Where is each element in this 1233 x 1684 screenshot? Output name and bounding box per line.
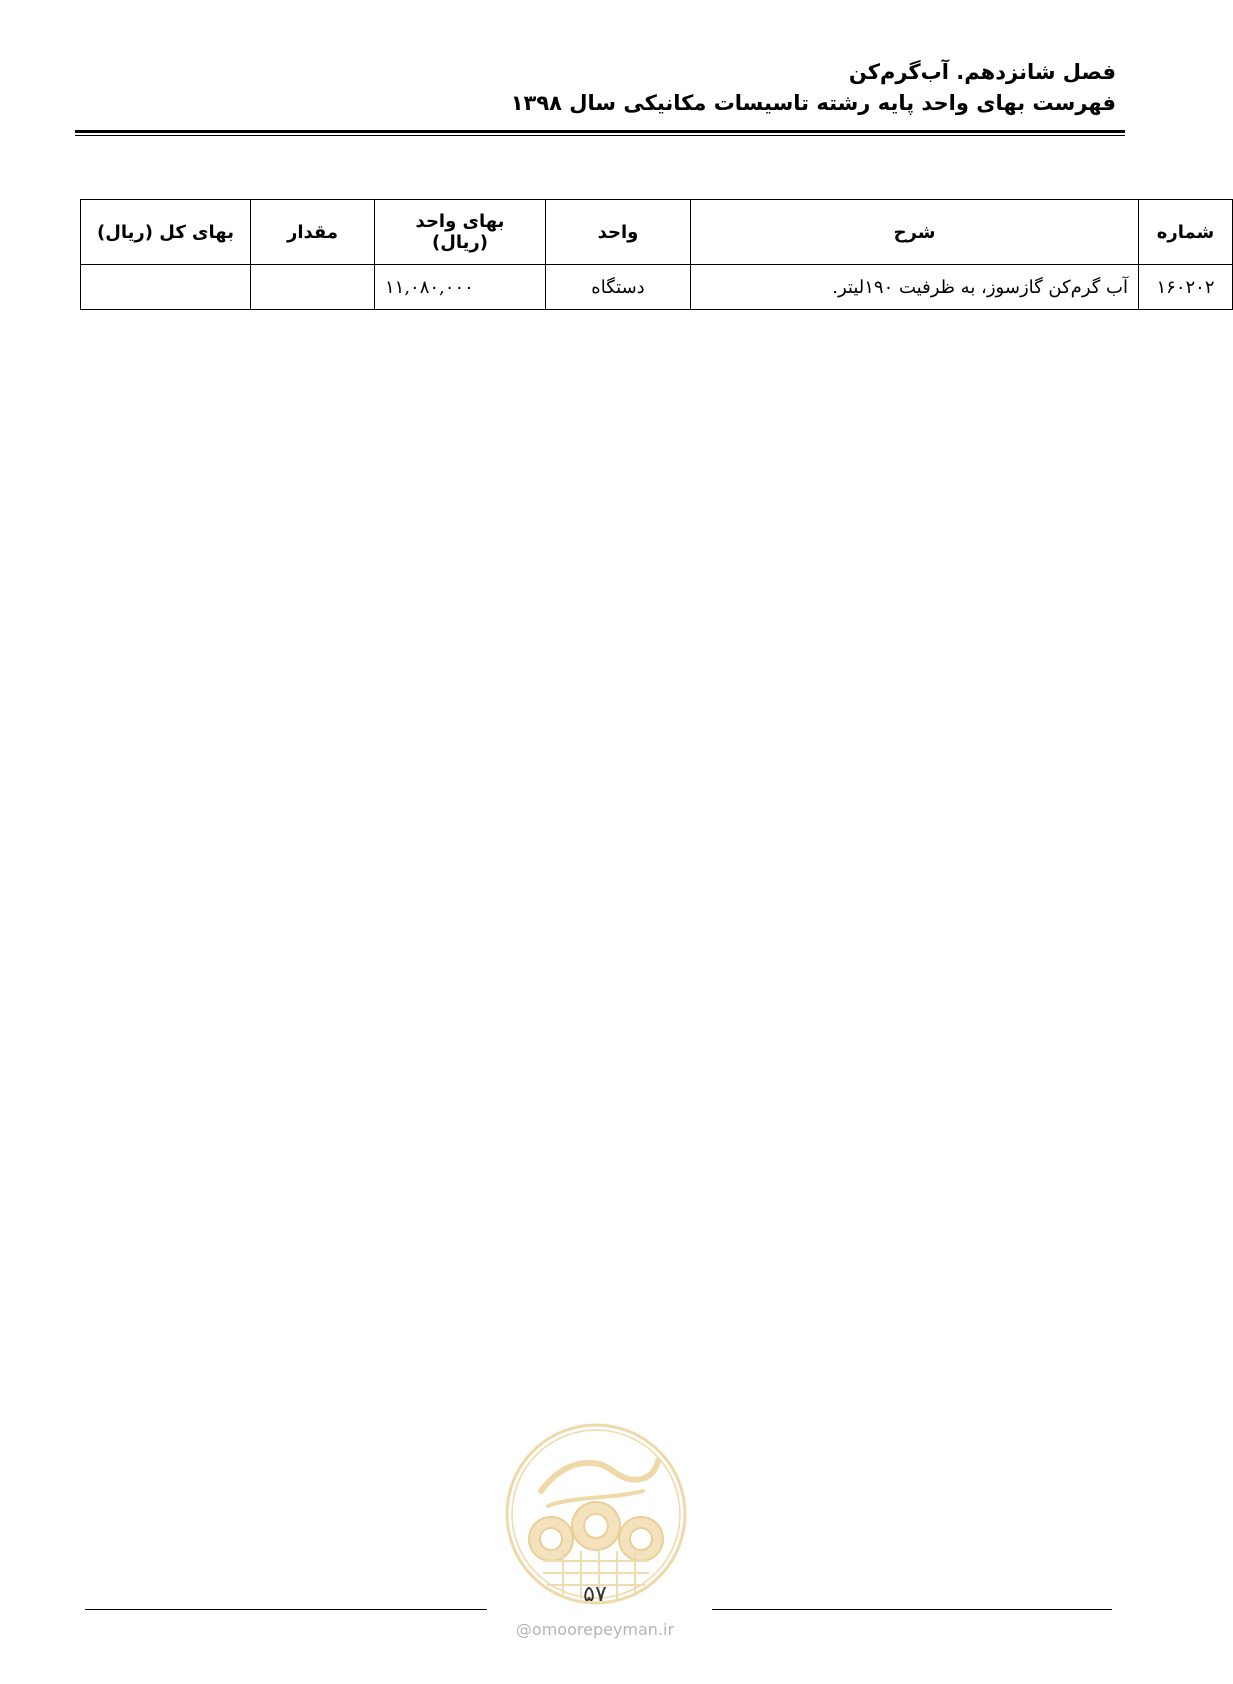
cell-description: آب گرم‌کن گازسوز، به ظرفیت ۱۹۰لیتر.	[691, 265, 1139, 310]
cell-quantity	[251, 265, 375, 310]
cell-number: ۱۶۰۲۰۲	[1139, 265, 1233, 310]
header-description: شرح	[691, 200, 1139, 265]
footer-line-right	[712, 1609, 1112, 1610]
price-table	[80, 199, 1233, 310]
cell-unit: دستگاه	[546, 265, 691, 310]
cell-total-price	[81, 265, 251, 310]
header-unit-price: بهای واحد (ریال)	[375, 200, 546, 265]
table-row	[81, 265, 1233, 310]
header-quantity: مقدار	[251, 200, 375, 265]
cell-unit-price: ۱۱,۰۸۰,۰۰۰	[375, 265, 546, 310]
footer-line-left	[85, 1609, 487, 1610]
header-unit: واحد	[546, 200, 691, 265]
table-header-row	[81, 200, 1233, 265]
chapter-title: فصل شانزدهم. آب‌گرم‌کن	[848, 60, 1116, 84]
watermark-logo-icon	[503, 1421, 689, 1607]
website-watermark: @omoorepeyman.ir	[515, 1620, 675, 1639]
price-list-title: فهرست بهای واحد پایه رشته تاسیسات مکانیکی سال ۱۳۹۸	[510, 91, 1116, 115]
header-rule-thin	[75, 135, 1125, 136]
header-rule-thick	[75, 130, 1125, 133]
header-number: شماره	[1139, 200, 1233, 265]
page-number: ۵۷	[583, 1582, 607, 1607]
page-header	[66, 56, 1116, 118]
header-total-price: بهای کل (ریال)	[81, 200, 251, 265]
